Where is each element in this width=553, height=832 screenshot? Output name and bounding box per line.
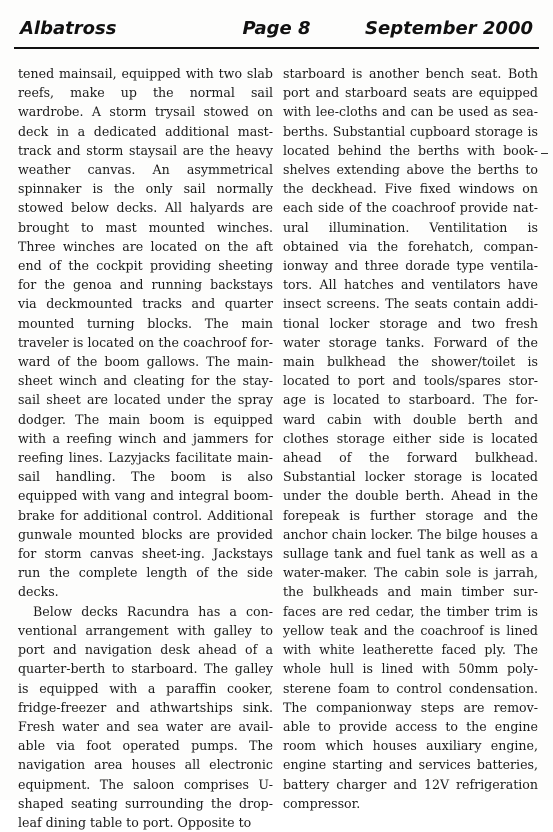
newsletter-title: Albatross [20,18,117,39]
body-paragraph: Below decks Racundra has a con-ventional arrangement with galley to port and navigation desk ahead of a quarter-berth to starboard. The galley is equipped with a paraffin cooker, fridge-freezer and athwartships sink. Fresh water and sea water are avail-able via foot operated pumps. The navigation area houses all electronic equipment. The saloon comprises U-shaped seating surrounding the drop-leaf dining table to port. Opposite to [18,603,273,830]
running-header [20,18,533,46]
page-number: Page 8 [242,18,311,39]
right-column [283,64,538,813]
margin-mark [541,153,548,154]
body-paragraph: tened mainsail, equipped with two slab reefs, make up the normal sail wardrobe. A storm trysail stowed on deck in a dedicated additional mast-track and storm staysail are the heavy weather canvas. An asymmetrical spinnaker is the only sail normally stowed below decks. All halyards are brought to mast mounted winches. Three winches are located on the aft end of the cockpit providing sheeting for the genoa and running backstays via deckmounted tracks and quarter mounted turning blocks. The main traveler is located on the coachroof for-ward of the boom gallows. The main-sheet winch and cleating for the stay-sail sheet are located under the spray dodger. The main boom is equipped with a reefing winch and jammers for reefing lines. Lazyjacks facilitate main-sail handling. The boom is also equipped with vang and integral boom-brake for additional control. Additional gunwale mounted blocks are provided for storm canvas sheet-ing. Jackstays run the complete length of the side decks. [18,66,273,600]
left-column [18,64,273,832]
header-rule [14,47,539,49]
issue-date: September 2000 [365,18,533,39]
body-paragraph: starboard is another bench seat. Both port and starboard seats are equipped with lee-cloths and can be used as sea-berths. Substantial cupboard storage is located behind the berths with book-shelves extending above the berths to the deckhead. Five fixed windows on each side of the coachroof provide nat-ural illumination. Ventilitation is obtained via the forehatch, compan-ionway and three dorade type ventila-tors. All hatches and ventilators have insect screens. The seats contain addi-tional locker storage and two fresh water storage tanks. Forward of the main bulkhead the shower/toilet is located to port and tools/spares stor-age is located to starboard. The for-ward cabin with double berth and clothes storage either side is located ahead of the forward bulkhead. Substantial locker storage is located under the double berth. Ahead in the forepeak is further storage and the anchor chain locker. The bilge houses a sullage tank and fuel tank as well as a water-maker. The cabin sole is jarrah, the bulkheads and main timber sur-faces are red cedar, the timber trim is yellow teak and the coachroof is lined with white leatherette faced ply. The whole hull is lined with 50mm poly-sterene foam to control condensation. The companionway steps are remov-able to provide access to the engine room which houses auxiliary engine, engine starting and services batteries, battery charger and 12V refrigeration compressor. [283,66,538,811]
